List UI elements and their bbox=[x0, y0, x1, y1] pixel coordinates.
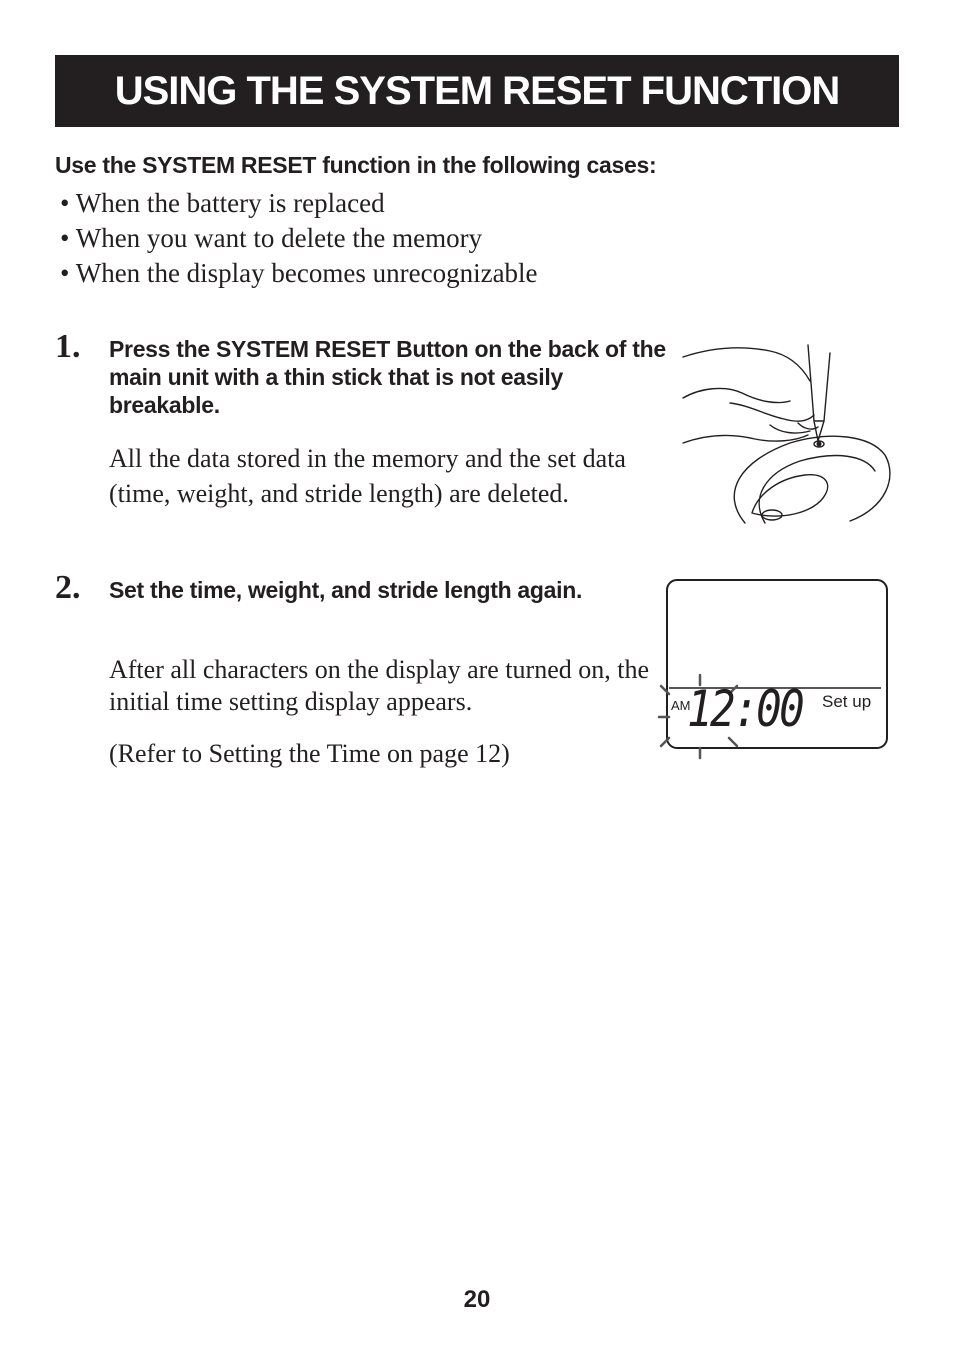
unit-inner-outline bbox=[759, 456, 875, 523]
stick-icon bbox=[808, 345, 830, 421]
step-2-body: After all characters on the display are turned on, the initial time setting display appears. bbox=[109, 655, 649, 716]
lcd-time: 12:00 bbox=[687, 680, 803, 738]
step-1-title: Press the SYSTEM RESET Button on the back of the main unit with a thin stick that is not easily breakable. bbox=[109, 336, 666, 418]
page-title: USING THE SYSTEM RESET FUNCTION bbox=[114, 68, 840, 113]
case-list bbox=[60, 186, 538, 291]
list-item: • When the battery is replaced bbox=[60, 186, 538, 221]
list-item: • When the display becomes unrecognizable bbox=[60, 256, 538, 291]
step-2-note: (Refer to Setting the Time on page 12) bbox=[109, 739, 510, 768]
step-1-body: All the data stored in the memory and the set data (time, weight, and stride length) are deleted. bbox=[109, 444, 626, 508]
title-bar bbox=[55, 55, 899, 127]
unit-recess bbox=[752, 475, 828, 516]
lcd-display-illustration bbox=[655, 578, 895, 763]
hand-icon bbox=[683, 348, 810, 381]
intro-heading: Use the SYSTEM RESET function in the following cases: bbox=[55, 152, 657, 178]
step-2-title: Set the time, weight, and stride length again. bbox=[109, 577, 583, 603]
list-item: • When you want to delete the memory bbox=[60, 221, 538, 256]
reset-button-illustration bbox=[680, 343, 900, 528]
page-number: 20 bbox=[463, 1286, 491, 1313]
step-1-number: 1. bbox=[55, 328, 81, 365]
step-2-number: 2. bbox=[55, 569, 81, 606]
unit-body-outline bbox=[734, 436, 890, 523]
am-indicator: AM bbox=[671, 698, 691, 713]
setup-label: Set up bbox=[822, 692, 872, 711]
